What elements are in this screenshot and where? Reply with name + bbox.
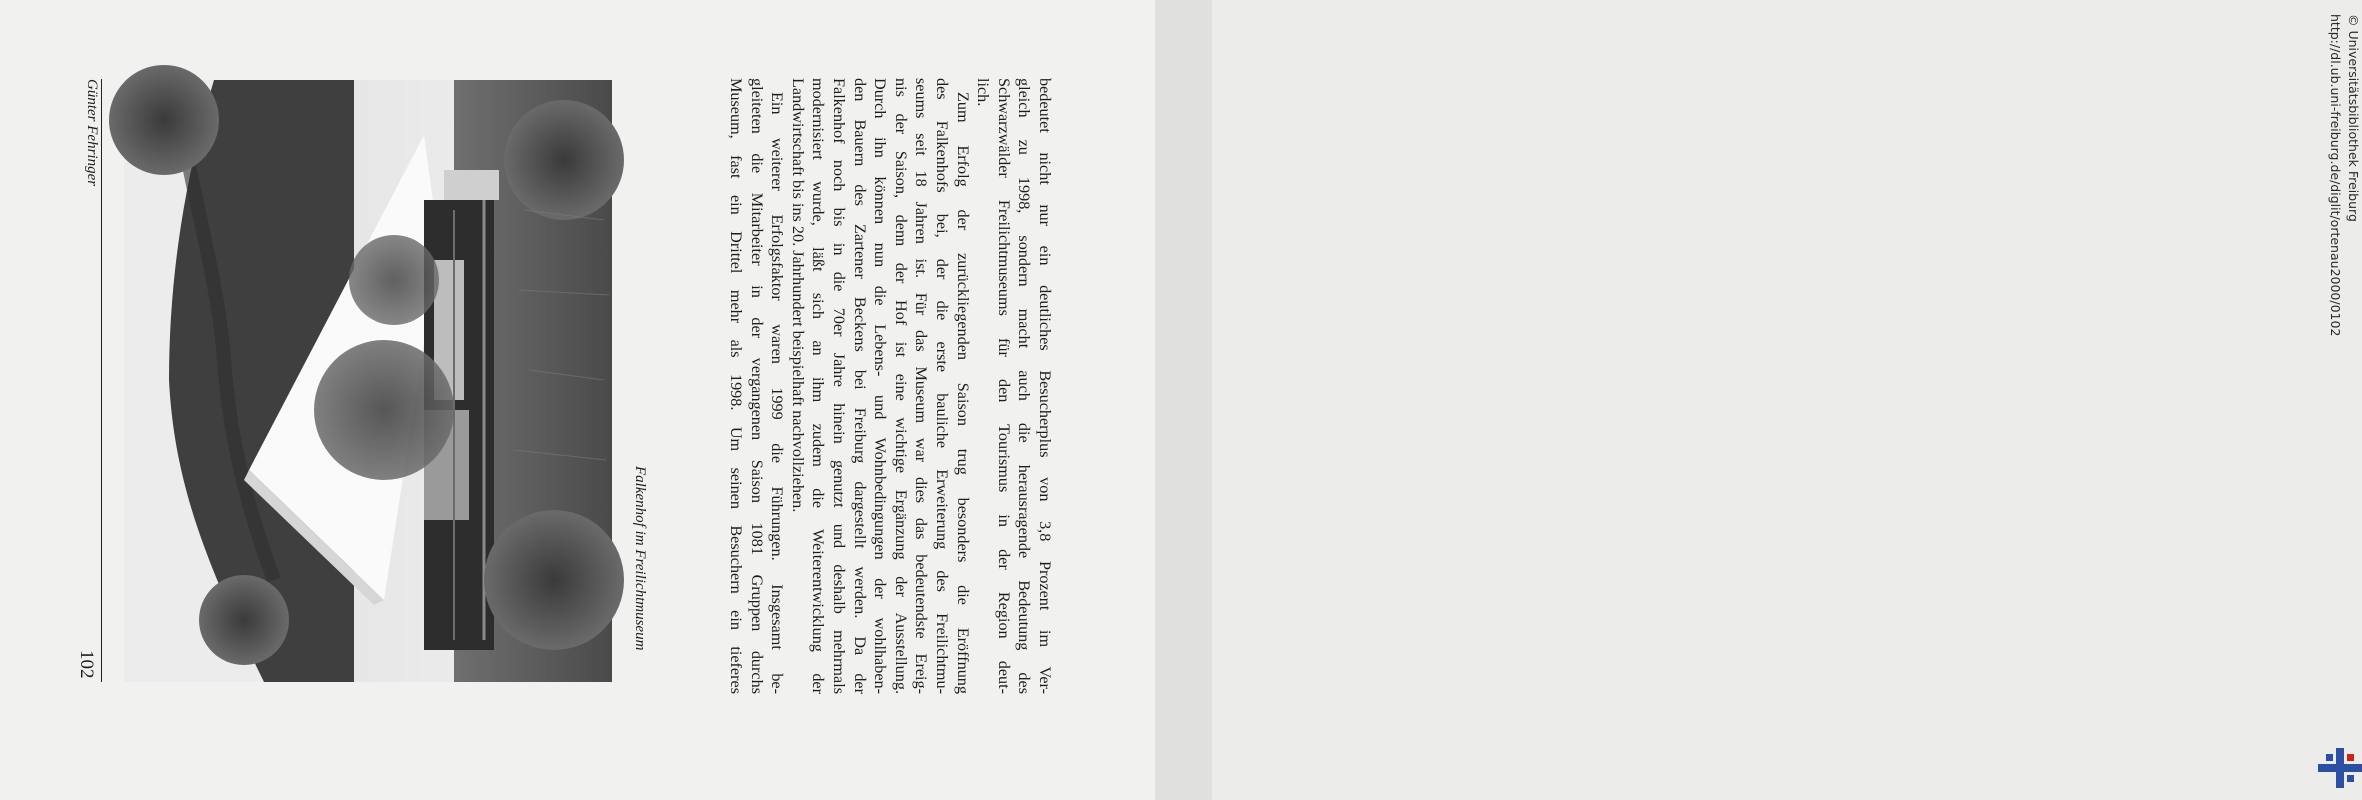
logo-square-right bbox=[2347, 775, 2354, 782]
body-line: Schwarzwälder Freilichtmuseums für den Tourismus in der Region deut- bbox=[994, 78, 1013, 694]
body-line: des Falkenhofs bei, der die erste bauliche Erweiterung des Freilichtmu- bbox=[933, 78, 952, 694]
logo-accent bbox=[2347, 754, 2354, 761]
body-line: Landwirtschaft bis ins 20. Jahrhundert beispielhaft nachvollziehen. bbox=[788, 78, 807, 513]
body-line: lich. bbox=[974, 78, 993, 107]
running-head: Günter Fehringer bbox=[84, 79, 100, 187]
body-line: nis der Saison, denn der Hof ist eine wichtige Ergänzung der Ausstellung. bbox=[891, 78, 910, 694]
header-rule bbox=[101, 79, 102, 682]
copyright-notice: © Universitätsbibliothek Freiburg bbox=[2346, 14, 2361, 222]
body-line: Durch ihn können nun die Lebens- und Wohnbedingungen der wohlhaben- bbox=[871, 78, 890, 694]
body-line: Ein weiterer Erfolgsfaktor waren 1999 die Führungen. Insgesamt be- bbox=[768, 92, 787, 694]
body-line: den Bauern des Zartener Beckens bei Freiburg dargestellt werden. Da der bbox=[850, 78, 869, 694]
permalink-url[interactable]: http://dl.ub.uni-freiburg.de/diglit/ortenau2000/0102 bbox=[2328, 14, 2343, 337]
body-line: seums seit 18 Jahren ist. Für das Museum war dies das bedeutendste Ereig- bbox=[912, 78, 931, 694]
body-text bbox=[715, 78, 1055, 694]
body-line: bedeutet nicht nur ein deutliches Besucherplus von 3,8 Prozent im Ver- bbox=[1036, 78, 1054, 694]
logo-square-left bbox=[2326, 754, 2333, 761]
viewer-sidebar bbox=[1155, 0, 2361, 800]
library-logo-icon bbox=[2318, 748, 2362, 788]
body-line: Museum, fast ein Drittel mehr als 1998. Um seinen Besuchern ein tieferes bbox=[727, 78, 746, 694]
body-line: gleiteten die Mitarbeiter in der vergangenen Saison 1081 Gruppen durchs bbox=[747, 78, 766, 694]
scanned-page bbox=[0, 0, 1155, 800]
body-line: gleich zu 1998, sondern macht auch die herausragende Bedeutung des bbox=[1015, 78, 1034, 694]
falkenhof-photo bbox=[124, 80, 612, 682]
photo-caption: Falkenhof im Freilichtmuseum bbox=[632, 466, 648, 651]
page-number: 102 bbox=[76, 650, 97, 679]
body-line: Zum Erfolg der zurückliegenden Saison trug besonders die Eröffnung bbox=[953, 92, 972, 694]
logo-bar-stem bbox=[2336, 748, 2344, 788]
body-line: Falkenhof noch bis in die 70er Jahre hinein genutzt und deshalb mehrmals bbox=[830, 78, 849, 694]
body-line: modernisiert wurde, läßt sich an ihm zudem die Weiterentwicklung der bbox=[809, 78, 828, 694]
